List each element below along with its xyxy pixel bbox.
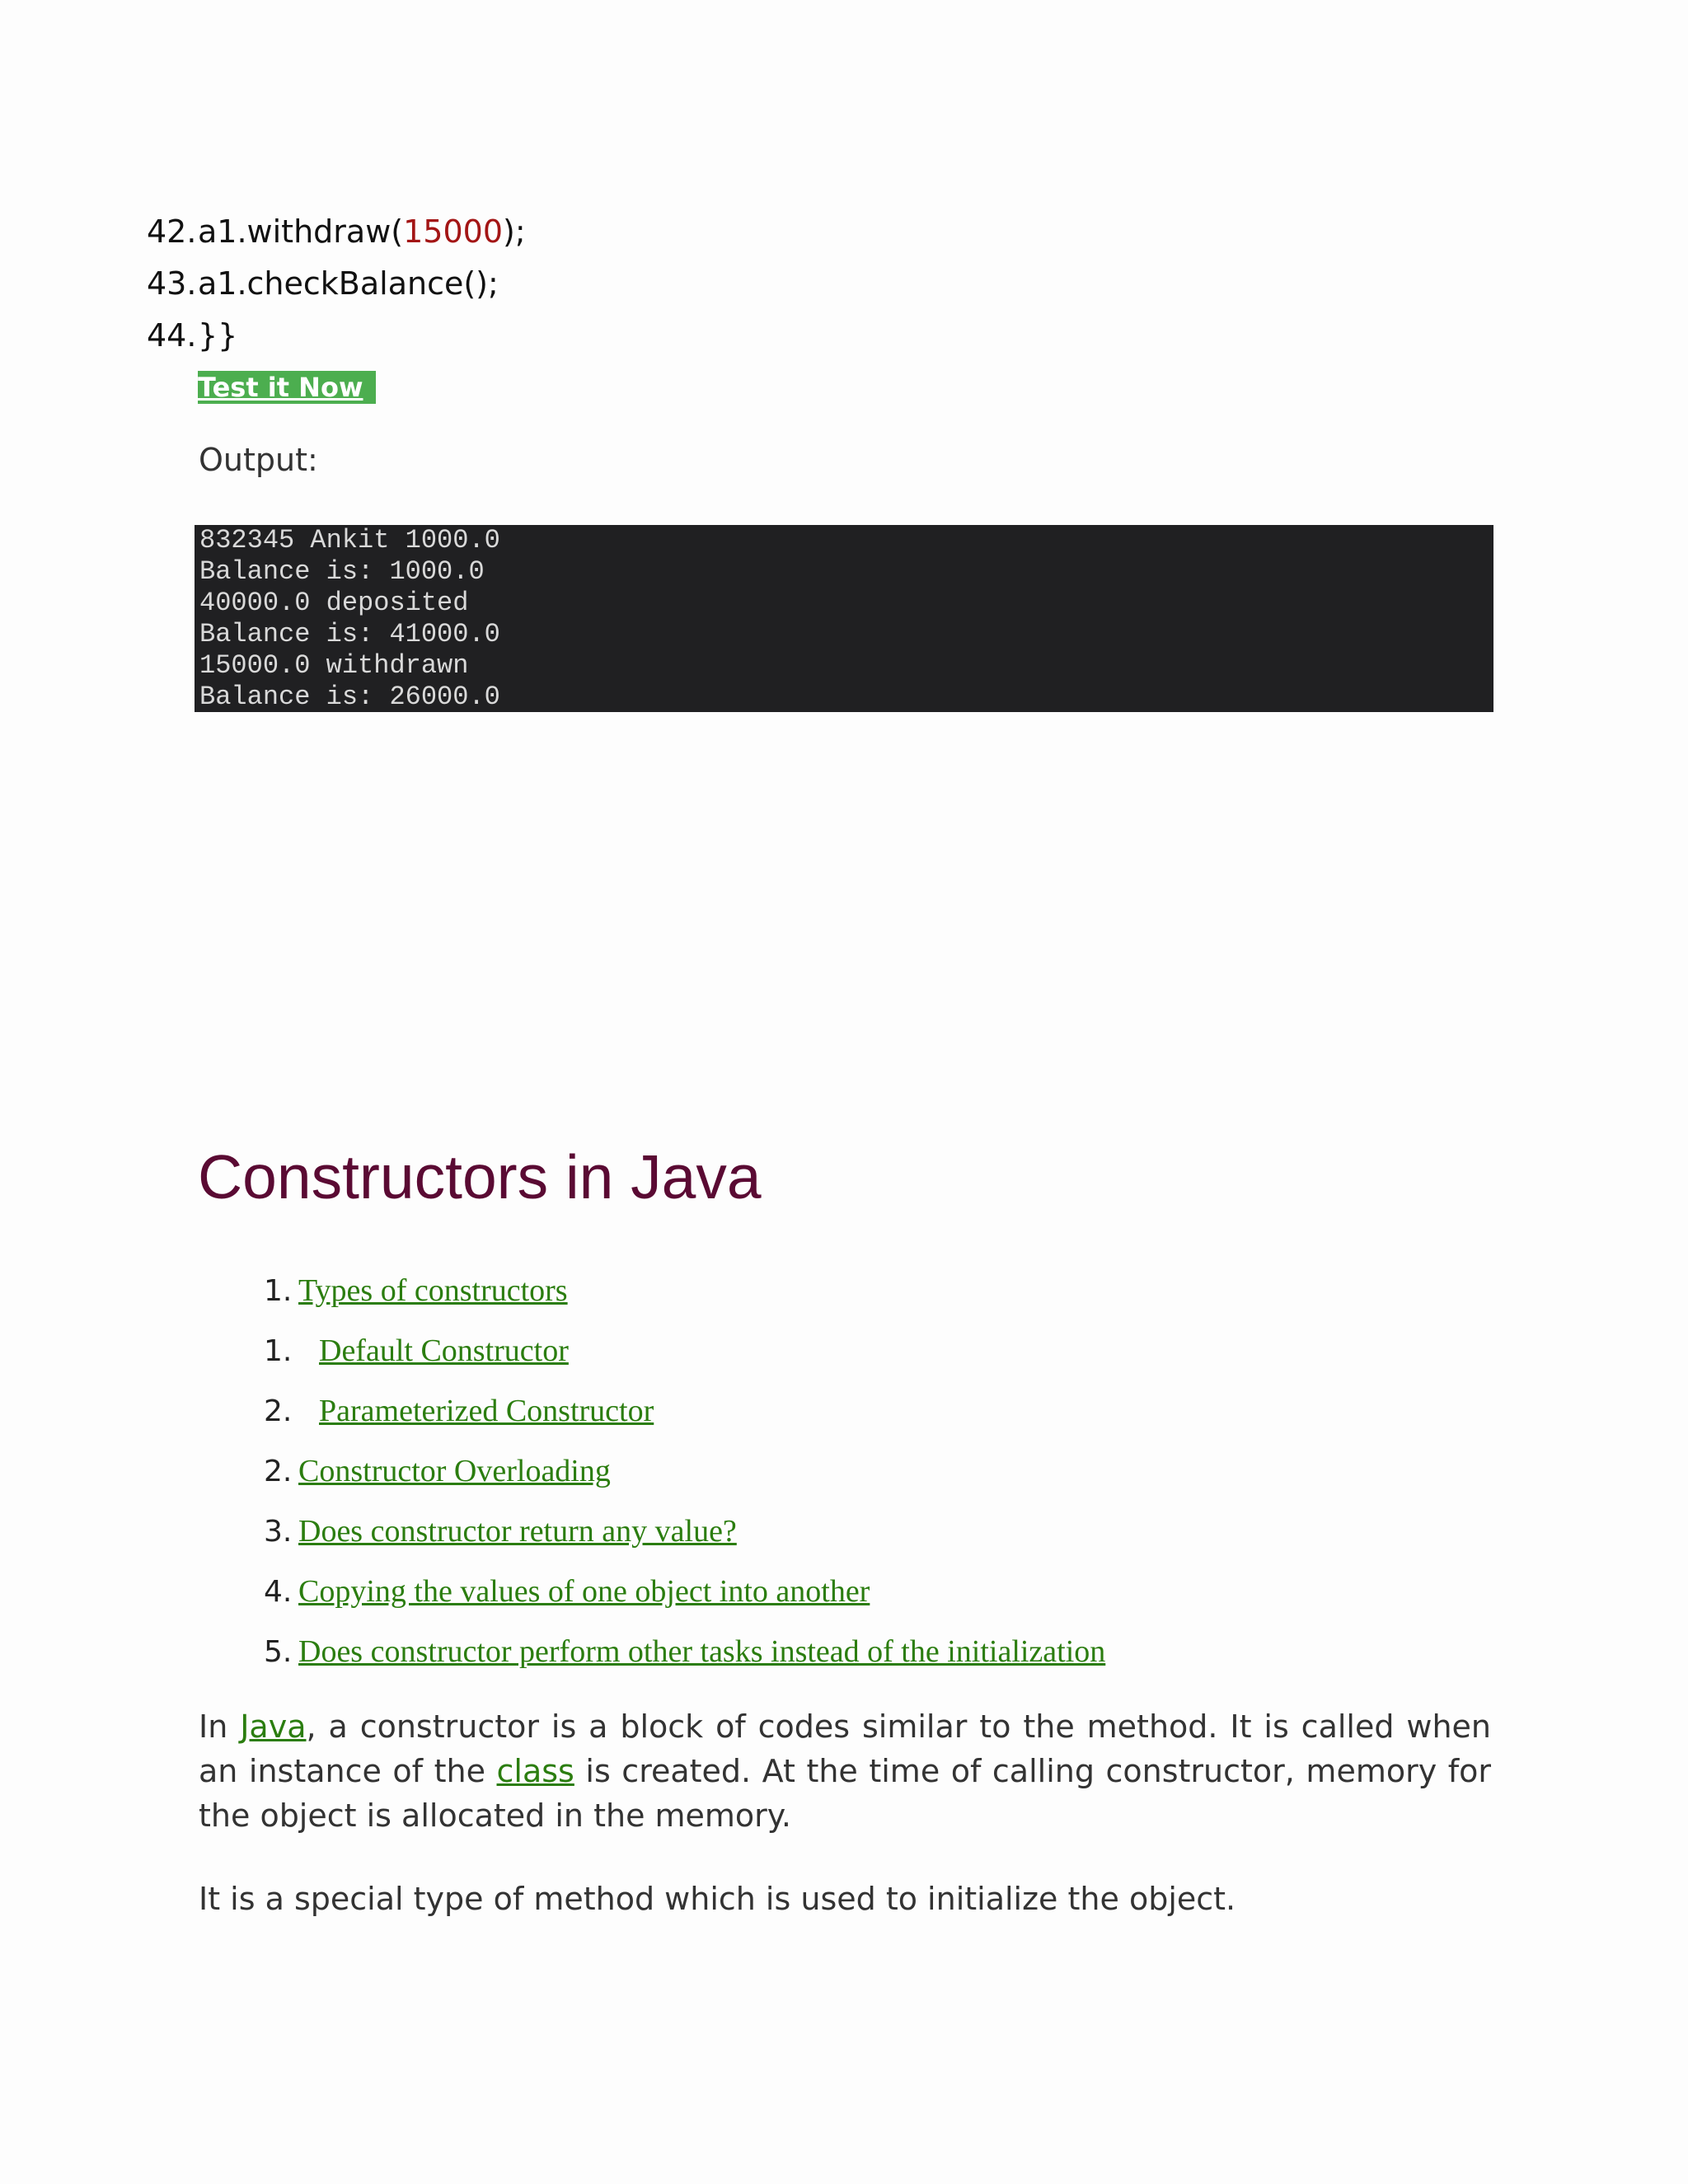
- output-label: Output:: [199, 442, 318, 478]
- toc-number: 1.: [264, 1274, 293, 1308]
- paragraph-text: In: [199, 1708, 241, 1745]
- console-line: Balance is: 1000.0: [199, 556, 485, 587]
- numeric-literal: 15000: [403, 213, 503, 250]
- code-line-42: [147, 206, 526, 258]
- intro-paragraph: [199, 1704, 1491, 1838]
- toc-link-other-tasks[interactable]: Does constructor perform other tasks instead of the initialization: [298, 1634, 1106, 1669]
- toc-number: 2.: [264, 1455, 293, 1488]
- toc-number: 5.: [264, 1635, 293, 1669]
- code-text: );: [503, 213, 526, 250]
- toc-number: 4.: [264, 1575, 293, 1609]
- toc-link-types-of-constructors[interactable]: Types of constructors: [298, 1273, 568, 1308]
- console-line: 40000.0 deposited: [199, 588, 469, 618]
- toc-item-types: [264, 1261, 1105, 1321]
- console-line: Balance is: 41000.0: [199, 619, 500, 649]
- toc-item-copying: [264, 1562, 1105, 1622]
- toc-number: 2.: [264, 1394, 293, 1428]
- code-listing: [147, 206, 526, 362]
- toc-item-parameterized: [264, 1381, 1105, 1441]
- code-line-43: [147, 258, 526, 310]
- toc-link-constructor-overloading[interactable]: Constructor Overloading: [298, 1454, 611, 1488]
- code-text: a1.checkBalance();: [198, 265, 499, 302]
- paragraph-text: , a constructor is a block of codes similar to the method. It is called when an instance of the: [199, 1708, 1492, 1789]
- definition-paragraph: It is a special type of method which is used to initialize the object.: [199, 1881, 1236, 1917]
- toc-item-other-tasks: [264, 1622, 1105, 1682]
- console-line: 15000.0 withdrawn: [199, 650, 469, 681]
- line-number: 44.: [147, 317, 197, 354]
- toc-number: 3.: [264, 1515, 293, 1549]
- toc-link-return-value[interactable]: Does constructor return any value?: [298, 1514, 737, 1549]
- page-title: Constructors in Java: [198, 1142, 762, 1212]
- toc-item-return-value: [264, 1502, 1105, 1562]
- toc-item-overloading: [264, 1441, 1105, 1502]
- toc-number: 1.: [264, 1334, 293, 1368]
- code-text: a1.withdraw(: [198, 213, 404, 250]
- toc-item-default: [264, 1321, 1105, 1381]
- toc-link-parameterized-constructor[interactable]: Parameterized Constructor: [319, 1394, 654, 1428]
- class-link[interactable]: class: [496, 1753, 574, 1789]
- java-link[interactable]: Java: [240, 1708, 307, 1745]
- console-line: 832345 Ankit 1000.0: [199, 525, 500, 555]
- toc-link-copying-values[interactable]: Copying the values of one object into another: [298, 1574, 870, 1609]
- paragraph-text: is created. At the time of calling constructor, memory for the object is allocated in the memory.: [199, 1753, 1491, 1834]
- code-line-44: [147, 310, 526, 362]
- code-text: }}: [198, 317, 238, 354]
- test-it-now-button[interactable]: Test it Now: [198, 371, 376, 404]
- console-line: Balance is: 26000.0: [199, 682, 500, 712]
- line-number: 42.: [147, 213, 197, 250]
- toc-link-default-constructor[interactable]: Default Constructor: [319, 1333, 569, 1368]
- table-of-contents: [264, 1261, 1105, 1682]
- console-output: [195, 525, 1493, 712]
- line-number: 43.: [147, 265, 197, 302]
